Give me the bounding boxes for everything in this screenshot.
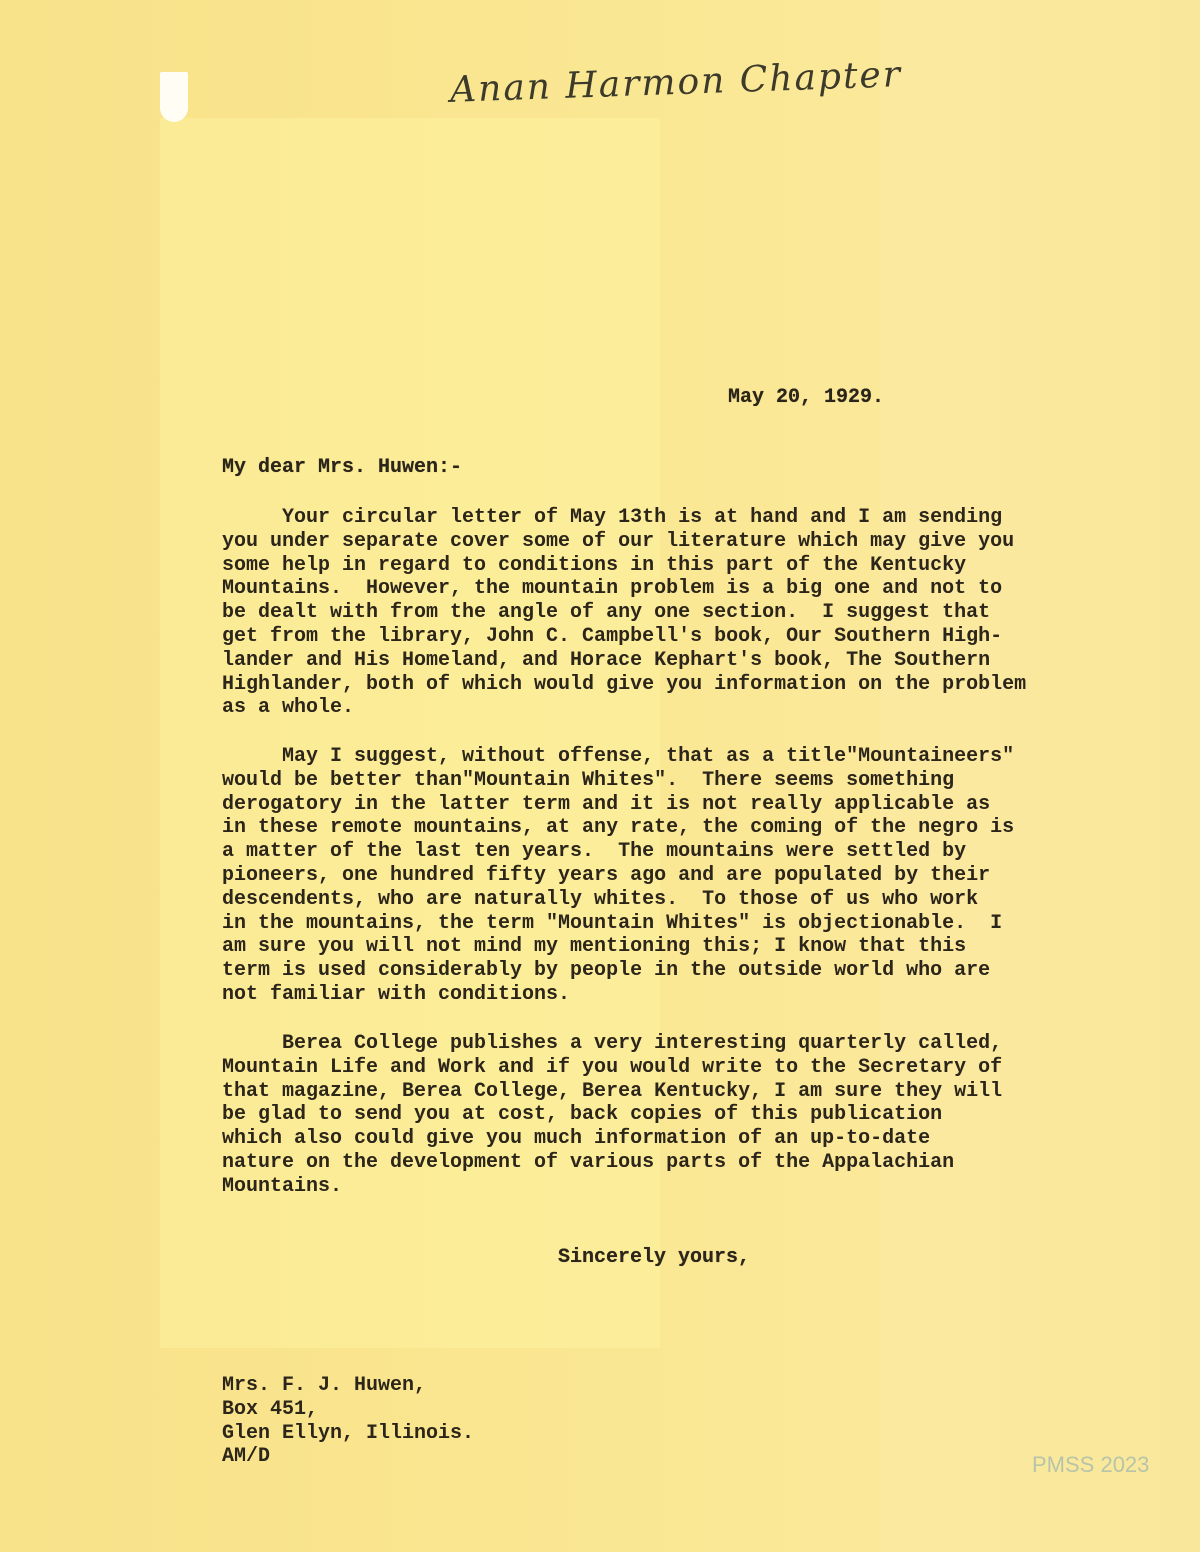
paragraph-line: nature on the development of various parts of the Appalachian <box>222 1150 955 1174</box>
paragraph-line: descendents, who are naturally whites. To those of us who work <box>222 887 979 911</box>
paragraph-line: would be better than"Mountain Whites". There seems something <box>222 768 955 792</box>
address-line: Glen Ellyn, Illinois. <box>222 1421 475 1445</box>
paragraph-line: that magazine, Berea College, Berea Kentucky, I am sure they will <box>222 1079 1003 1103</box>
address-line: Mrs. F. J. Huwen, <box>222 1374 427 1397</box>
handwritten-annotation: Anan Harmon Chapter <box>449 54 903 111</box>
paragraph-line: some help in regard to conditions in this part of the Kentucky <box>222 553 967 577</box>
closing: Sincerely yours, <box>558 1246 751 1269</box>
paragraph-line: Mountains. However, the mountain problem is a big one and not to <box>222 577 1003 601</box>
paragraph-line: Mountain Life and Work and if you would write to the Secretary of <box>222 1055 1003 1079</box>
paragraph-line: which also could give you much information of an up-to-date <box>222 1127 931 1151</box>
paragraph-line: am sure you will not mind my mentioning this; I know that this <box>222 935 967 959</box>
letter-date: May 20, 1929. <box>728 386 885 409</box>
paragraph-line: Mountains. <box>222 1174 343 1198</box>
paragraph-line: term is used considerably by people in the outside world who are <box>222 959 991 983</box>
paragraph-1 <box>222 506 1026 720</box>
paragraph-line: Your circular letter of May 13th is at hand and I am sending <box>222 506 1003 529</box>
paragraph-line: May I suggest, without offense, that as a title"Mountaineers" <box>222 745 1015 768</box>
paragraph-2 <box>222 745 1014 1007</box>
paragraph-line: be glad to send you at cost, back copies of this publication <box>222 1103 943 1127</box>
paper-tab-mark <box>160 72 188 122</box>
recipient-address <box>222 1374 474 1469</box>
watermark: PMSS 2023 <box>1032 1452 1150 1477</box>
salutation: My dear Mrs. Huwen:- <box>222 456 463 479</box>
paragraph-3 <box>222 1032 1002 1199</box>
paragraph-line: get from the library, John C. Campbell's book, Our Southern High- <box>222 624 1003 648</box>
paragraph-line: lander and His Homeland, and Horace Kephart's book, The Southern <box>222 648 991 672</box>
paragraph-line: pioneers, one hundred fifty years ago and are populated by their <box>222 863 991 887</box>
paragraph-line: Berea College publishes a very interesting quarterly called, <box>222 1032 1003 1055</box>
paragraph-line: in these remote mountains, at any rate, the coming of the negro is <box>222 816 1015 840</box>
paragraph-line: not familiar with conditions. <box>222 982 571 1006</box>
paragraph-line: a matter of the last ten years. The mountains were settled by <box>222 840 967 864</box>
paragraph-line: be dealt with from the angle of any one section. I suggest that <box>222 601 991 625</box>
paragraph-line: Highlander, both of which would give you information on the problem <box>222 672 1027 696</box>
paragraph-line: you under separate cover some of our literature which may give you <box>222 529 1015 553</box>
paragraph-line: as a whole. <box>222 696 355 720</box>
address-line: AM/D <box>222 1445 271 1469</box>
paragraph-line: derogatory in the latter term and it is not really applicable as <box>222 792 991 816</box>
address-line: Box 451, <box>222 1397 319 1421</box>
paragraph-line: in the mountains, the term "Mountain Whites" is objectionable. I <box>222 911 1003 935</box>
